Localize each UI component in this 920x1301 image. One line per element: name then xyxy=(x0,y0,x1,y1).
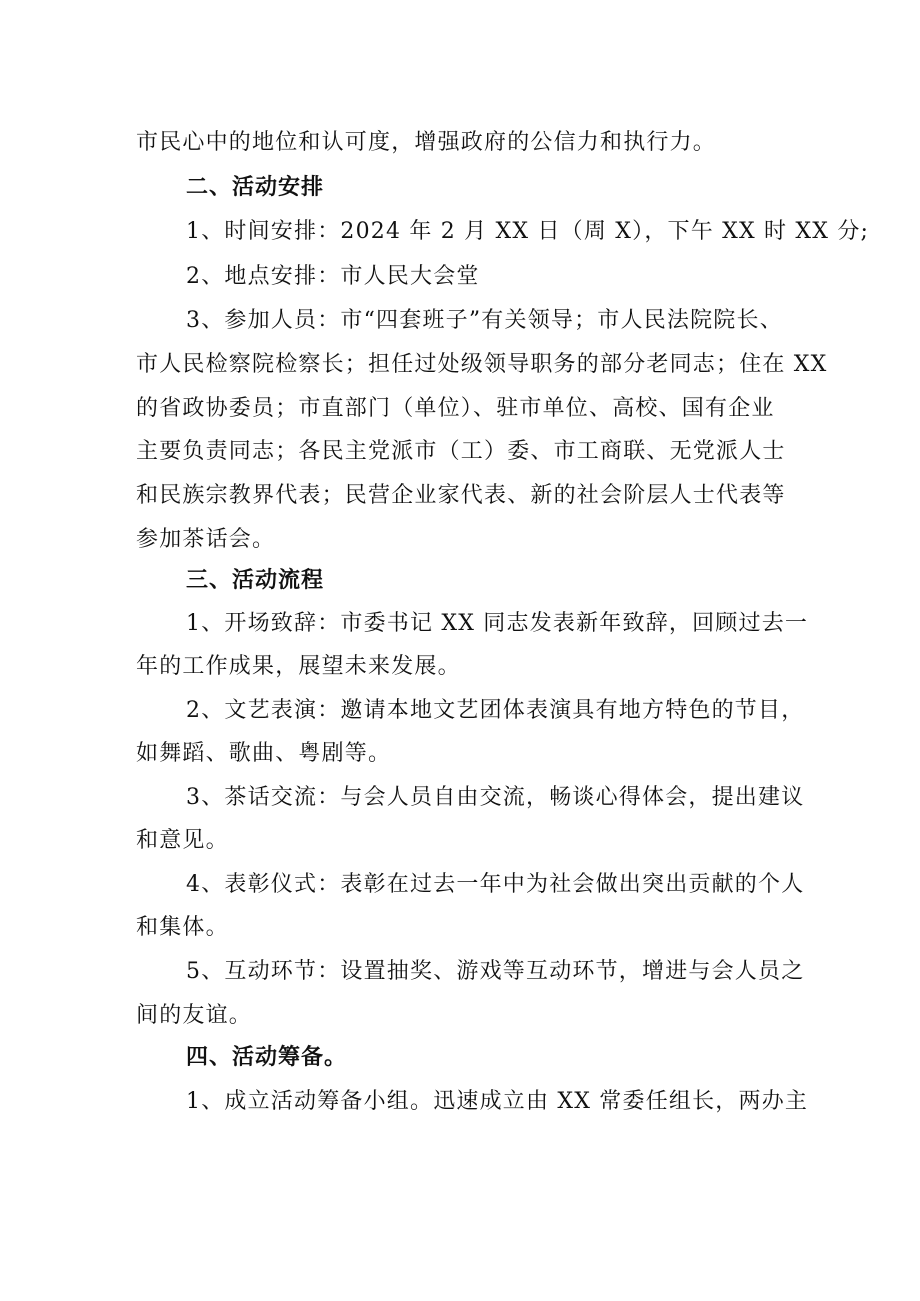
flow-item-interaction: 5、互动环节：设置抽奖、游戏等互动环节，增进与会人员之 xyxy=(186,959,805,984)
flow-item-opening-speech: 1、开场致辞：市委书记 XX 同志发表新年致辞，回顾过去一 xyxy=(186,611,809,636)
flow-item-commendation: 4、表彰仪式：表彰在过去一年中为社会做出突出贡献的个人 xyxy=(186,872,805,897)
item-participants-continued: 和民族宗教界代表；民营企业家代表、新的社会阶层人士代表等 xyxy=(136,483,786,508)
item-participants-continued: 主要负责同志；各民主党派市（工）委、市工商联、无党派人士 xyxy=(136,439,786,464)
item-time-arrangement: 1、时间安排：2024 年 2 月 XX 日（周 X），下午 XX 时 XX 分; xyxy=(186,219,870,244)
paragraph-line: 市民心中的地位和认可度，增强政府的公信力和执行力。 xyxy=(136,130,717,155)
item-participants: 3、参加人员：市“四套班子”有关领导；市人民法院院长、 xyxy=(186,308,783,333)
flow-item-interaction-continued: 间的友谊。 xyxy=(136,1003,253,1028)
section-heading-activity-preparation: 四、活动筹备。 xyxy=(186,1045,348,1070)
item-place-arrangement: 2、地点安排：市人民大会堂 xyxy=(186,264,480,289)
item-participants-continued: 参加茶话会。 xyxy=(136,527,276,552)
flow-item-performance-continued: 如舞蹈、歌曲、粤剧等。 xyxy=(136,741,392,766)
item-participants-continued: 市人民检察院检察长；担任过处级领导职务的部分老同志；住在 XX xyxy=(136,352,828,377)
flow-item-commendation-continued: 和集体。 xyxy=(136,915,229,940)
flow-item-tea-exchange-continued: 和意见。 xyxy=(136,828,229,853)
prep-item-organizing-group: 1、成立活动筹备小组。迅速成立由 XX 常委任组长，两办主 xyxy=(186,1089,809,1114)
flow-item-opening-speech-continued: 年的工作成果，展望未来发展。 xyxy=(136,654,461,679)
section-heading-activity-arrangement: 二、活动安排 xyxy=(186,175,325,200)
flow-item-tea-exchange: 3、茶话交流：与会人员自由交流，畅谈心得体会，提出建议 xyxy=(186,785,805,810)
item-participants-continued: 的省政协委员；市直部门（单位）、驻市单位、高校、国有企业 xyxy=(136,396,775,421)
flow-item-performance: 2、文艺表演：邀请本地文艺团体表演具有地方特色的节目， xyxy=(186,698,805,723)
section-heading-activity-process: 三、活动流程 xyxy=(186,568,325,593)
